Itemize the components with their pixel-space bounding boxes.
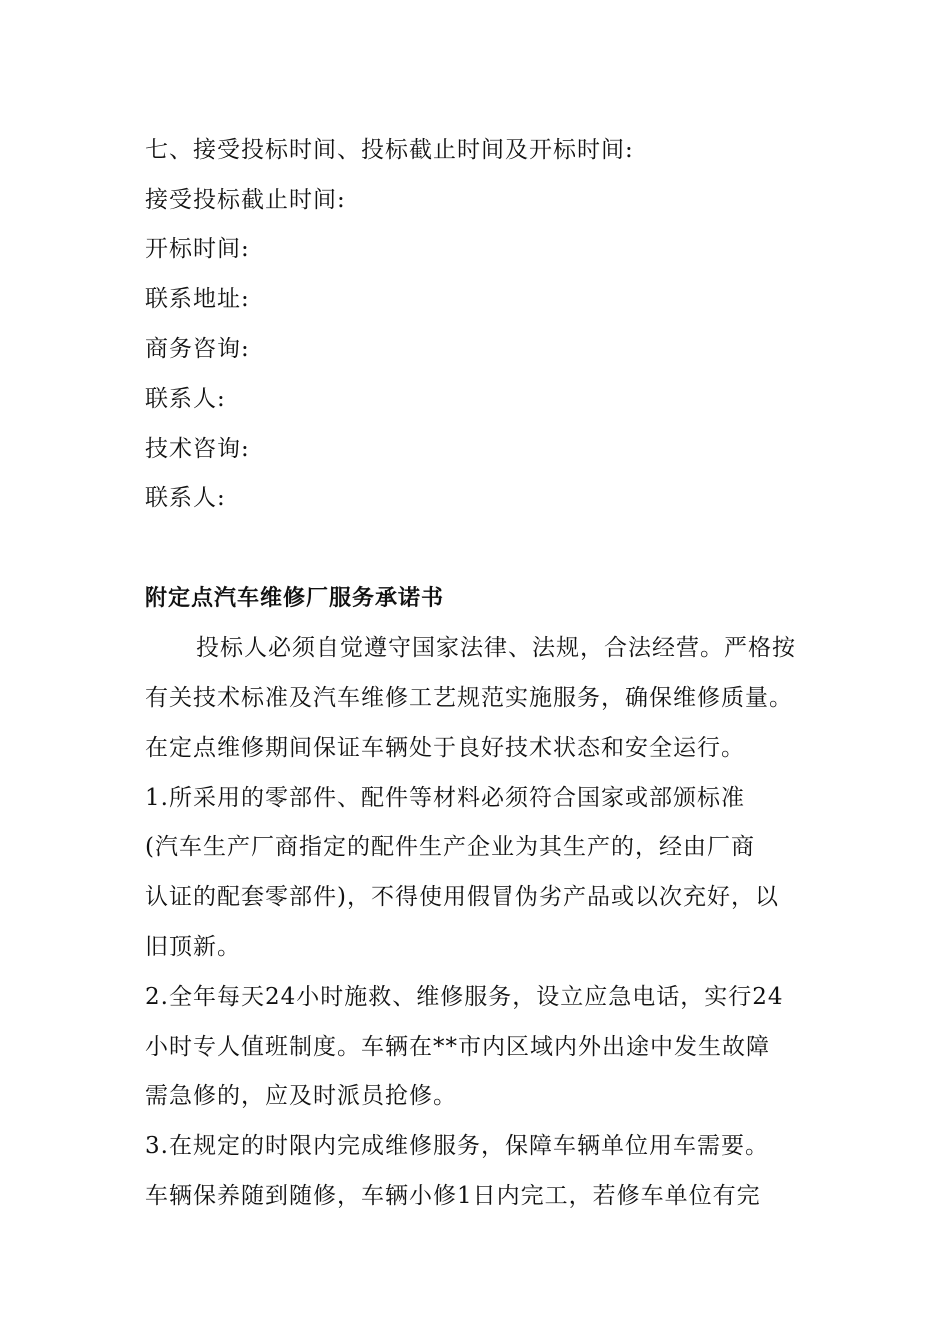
field-label-contact-person: 联系人: (145, 386, 226, 412)
field-label-opening-time: 开标时间: (145, 236, 250, 262)
field-label-contact-address: 联系地址: (145, 286, 250, 312)
field-label-contact-person-2: 联系人: (145, 485, 226, 511)
field-label-bid-deadline: 接受投标截止时间: (145, 187, 346, 213)
field-label-technical-inquiry: 技术咨询: (145, 436, 250, 462)
paragraph-line: (汽车生产厂商指定的配件生产企业为其生产的，经由厂商 (145, 834, 755, 860)
field-label-business-inquiry: 商务咨询: (145, 336, 250, 362)
paragraph-line: 在定点维修期间保证车辆处于良好技术状态和安全运行。 (145, 735, 745, 761)
paragraph-line: 需急修的，应及时派员抢修。 (145, 1083, 457, 1109)
paragraph-line: 有关技术标准及汽车维修工艺规范实施服务，确保维修质量。 (145, 685, 793, 711)
paragraph-line: 认证的配套零部件)，不得使用假冒伪劣产品或以次充好，以 (145, 884, 779, 910)
paragraph-line: 2.全年每天24小时施救、维修服务，设立应急电话，实行24 (145, 984, 784, 1010)
paragraph-line: 1.所采用的零部件、配件等材料必须符合国家或部颁标准 (145, 785, 745, 811)
paragraph-line: 3.在规定的时限内完成维修服务，保障车辆单位用车需要。 (145, 1133, 769, 1159)
paragraph-line: 旧顶新。 (145, 934, 241, 960)
paragraph-line: 车辆保养随到随修，车辆小修1日内完工，若修车单位有完 (145, 1183, 761, 1209)
paragraph-line: 小时专人值班制度。车辆在**市内区域内外出途中发生故障 (145, 1034, 770, 1060)
paragraph-line: 投标人必须自觉遵守国家法律、法规，合法经营。严格按 (196, 635, 796, 661)
section-heading: 七、接受投标时间、投标截止时间及开标时间: (145, 137, 634, 163)
commitment-title: 附定点汽车维修厂服务承诺书 (145, 586, 445, 611)
